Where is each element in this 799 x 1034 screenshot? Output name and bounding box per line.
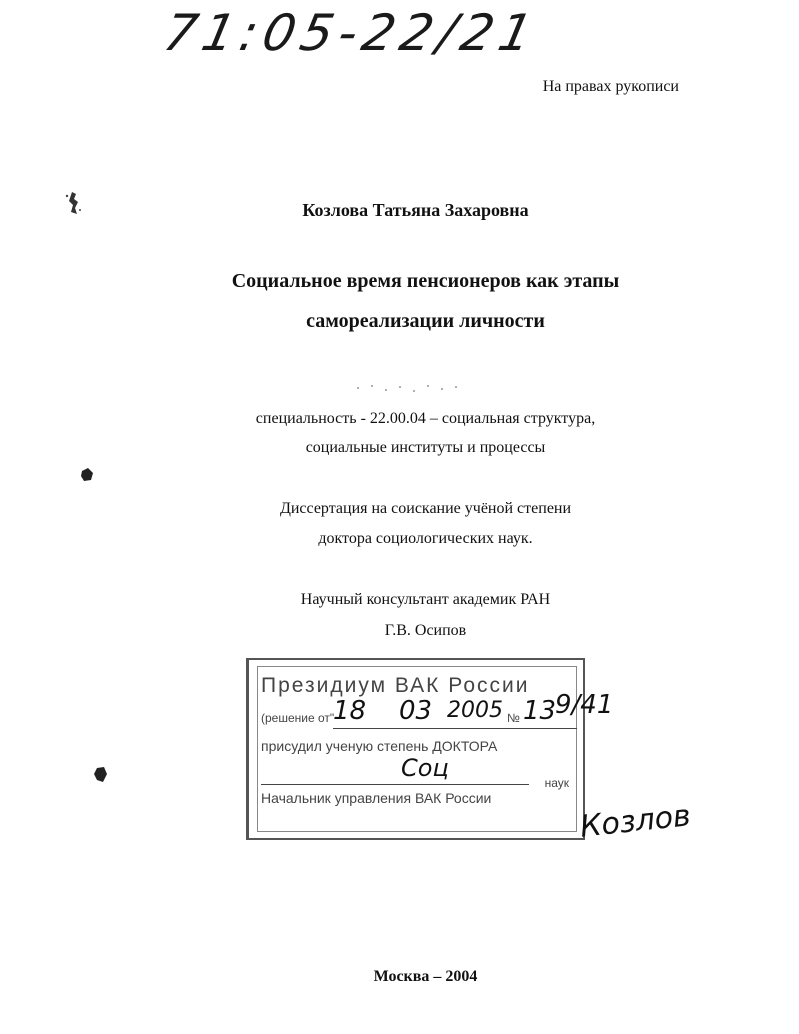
author-name: Козлова Татьяна Захаровна [302, 200, 529, 220]
stamp-field-handwritten: Соц [401, 754, 449, 782]
stamp-decision-year: 2005 [447, 698, 503, 723]
vak-approval-stamp [246, 658, 614, 840]
handwritten-signature: Козлов [578, 798, 693, 845]
stamp-decision-day: 18 [333, 696, 367, 726]
stamp-date-underline [333, 728, 577, 729]
consultant-line-2: Г.В. Осипов [384, 622, 467, 639]
stamp-decision-number-suffix: 9/41 [555, 690, 614, 720]
stamp-head-label: Начальник управления ВАК России [261, 790, 492, 806]
rights-note: На правах рукописи [542, 78, 679, 95]
stamp-number-label: № [507, 711, 520, 725]
scan-speck [92, 765, 110, 785]
stamp-field-underline [261, 784, 529, 785]
title-line-2: самореализации личности [306, 310, 545, 332]
stamp-awarded-label: присудил ученую степень ДОКТОРА [261, 738, 498, 754]
scan-speck [352, 380, 472, 398]
consultant-line-1: Научный консультант академик РАН [300, 591, 551, 608]
stamp-heading: Президиум ВАК России [261, 674, 530, 697]
stamp-sciences-label: наук [544, 776, 569, 790]
stamp-decision-month: 03 [399, 696, 433, 726]
specialty-line-1: специальность - 22.00.04 – социальная структура, [255, 410, 596, 427]
title-line-1: Социальное время пенсионеров как этапы [231, 270, 620, 292]
city-year: Москва – 2004 [373, 968, 478, 985]
scan-speck [78, 466, 96, 484]
stamp-decision-label: (решение от" [261, 711, 335, 725]
stamp-decision-number: 13 [523, 696, 557, 726]
dissertation-line-2: доктора социологических наук. [318, 530, 533, 547]
dissertation-line-1: Диссертация на соискание учёной степени [279, 500, 572, 517]
archive-number: 71:05-22/21 [158, 4, 544, 62]
specialty-line-2: социальные институты и процессы [305, 439, 546, 456]
